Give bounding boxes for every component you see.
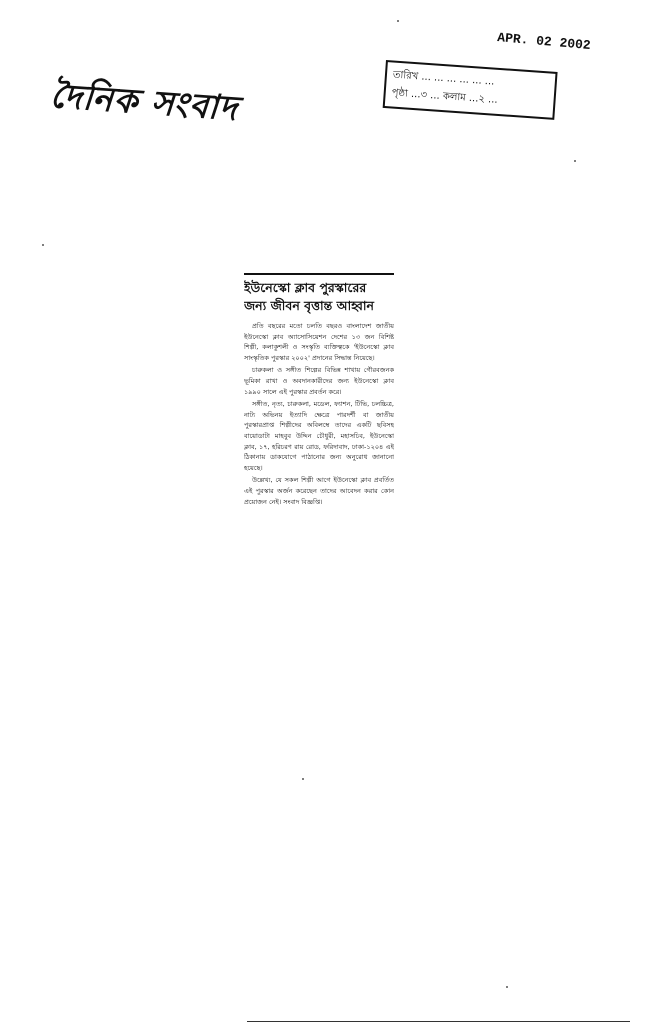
scan-speck (574, 160, 576, 162)
headline-line-1: ইউনেস্কো ক্লাব পুরস্কারের (244, 273, 394, 297)
headline-line-2: জন্য জীবন বৃত্তান্ত আহ্বান (244, 298, 374, 313)
archive-stamp (383, 60, 558, 120)
scan-speck (42, 244, 44, 246)
archive-stamp-line-1: তারিখ ... ... ... ... ... ... (392, 69, 495, 88)
newspaper-masthead: দৈনিক সংবাদ (48, 75, 240, 130)
article-paragraph: চারুকলা ও সঙ্গীত শিল্পের বিভিন্ন শাখায় গৌরবজনক ভূমিকা রাখা ও অবদানকারীদের জন্য ইউনেস্কো ক্লাব ১৯৯০ সালে এই পুরস্কার প্রবর্তন করে। (244, 366, 394, 396)
scan-edge-line (247, 1021, 630, 1022)
article-paragraph: সঙ্গীত, নৃত্য, চারুকলা, মডেল, ফ্যাশন, টিভি, চলচ্চিত্র, নাট্য অভিনয় ইত্যাদি ক্ষেত্রে পারদর্শী বা জাতীয় পুরস্কারপ্রাপ্ত শিল্পীদের অবিলম্বে তাদের একটি ছবিসহ বায়োডাটা মাহবুব উদ্দিন চৌধুরী, মহাসচিব, ইউনেস্কো ক্লাব, ১৭, হরিচরণ রায় রোড, ফরিদাবাদ, ঢাকা-১২০৪ এই ঠিকানায় ডাকযোগে পাঠানোর জন্য অনুরোধ জানানো হয়েছে। (244, 400, 394, 472)
news-clipping (244, 273, 394, 583)
scan-speck (302, 778, 304, 780)
date-stamp: APR. 02 2002 (496, 30, 592, 54)
scan-speck (506, 986, 508, 988)
article-paragraph: প্রতি বছরের মতো চলতি বছরও বাংলাদেশ জাতীয় ইউনেস্কো ক্লাব অ্যাসোসিয়েশন দেশের ১৩ জন বিশিষ্ট শিল্পী, কলাকুশলী ও সংস্কৃতি ব্যক্তিত্বকে 'ইউনেস্কো ক্লাব সাংস্কৃতিক পুরস্কার ২০০২' প্রদানের সিদ্ধান্ত নিয়েছে। (244, 322, 394, 362)
archive-stamp-line-2: পৃষ্ঠা ...৩ ... কলাম ...২ ... (391, 87, 498, 106)
article-paragraph: উল্লেখ্য, যে সকল শিল্পী আগে ইউনেস্কো ক্লাব প্রবর্তিত এই পুরস্কার অর্জন করেছেন তাদের আবেদন করার কোন প্রয়োজন নেই। সংবাদ বিজ্ঞপ্তি। (244, 476, 394, 506)
scan-speck (397, 20, 399, 22)
